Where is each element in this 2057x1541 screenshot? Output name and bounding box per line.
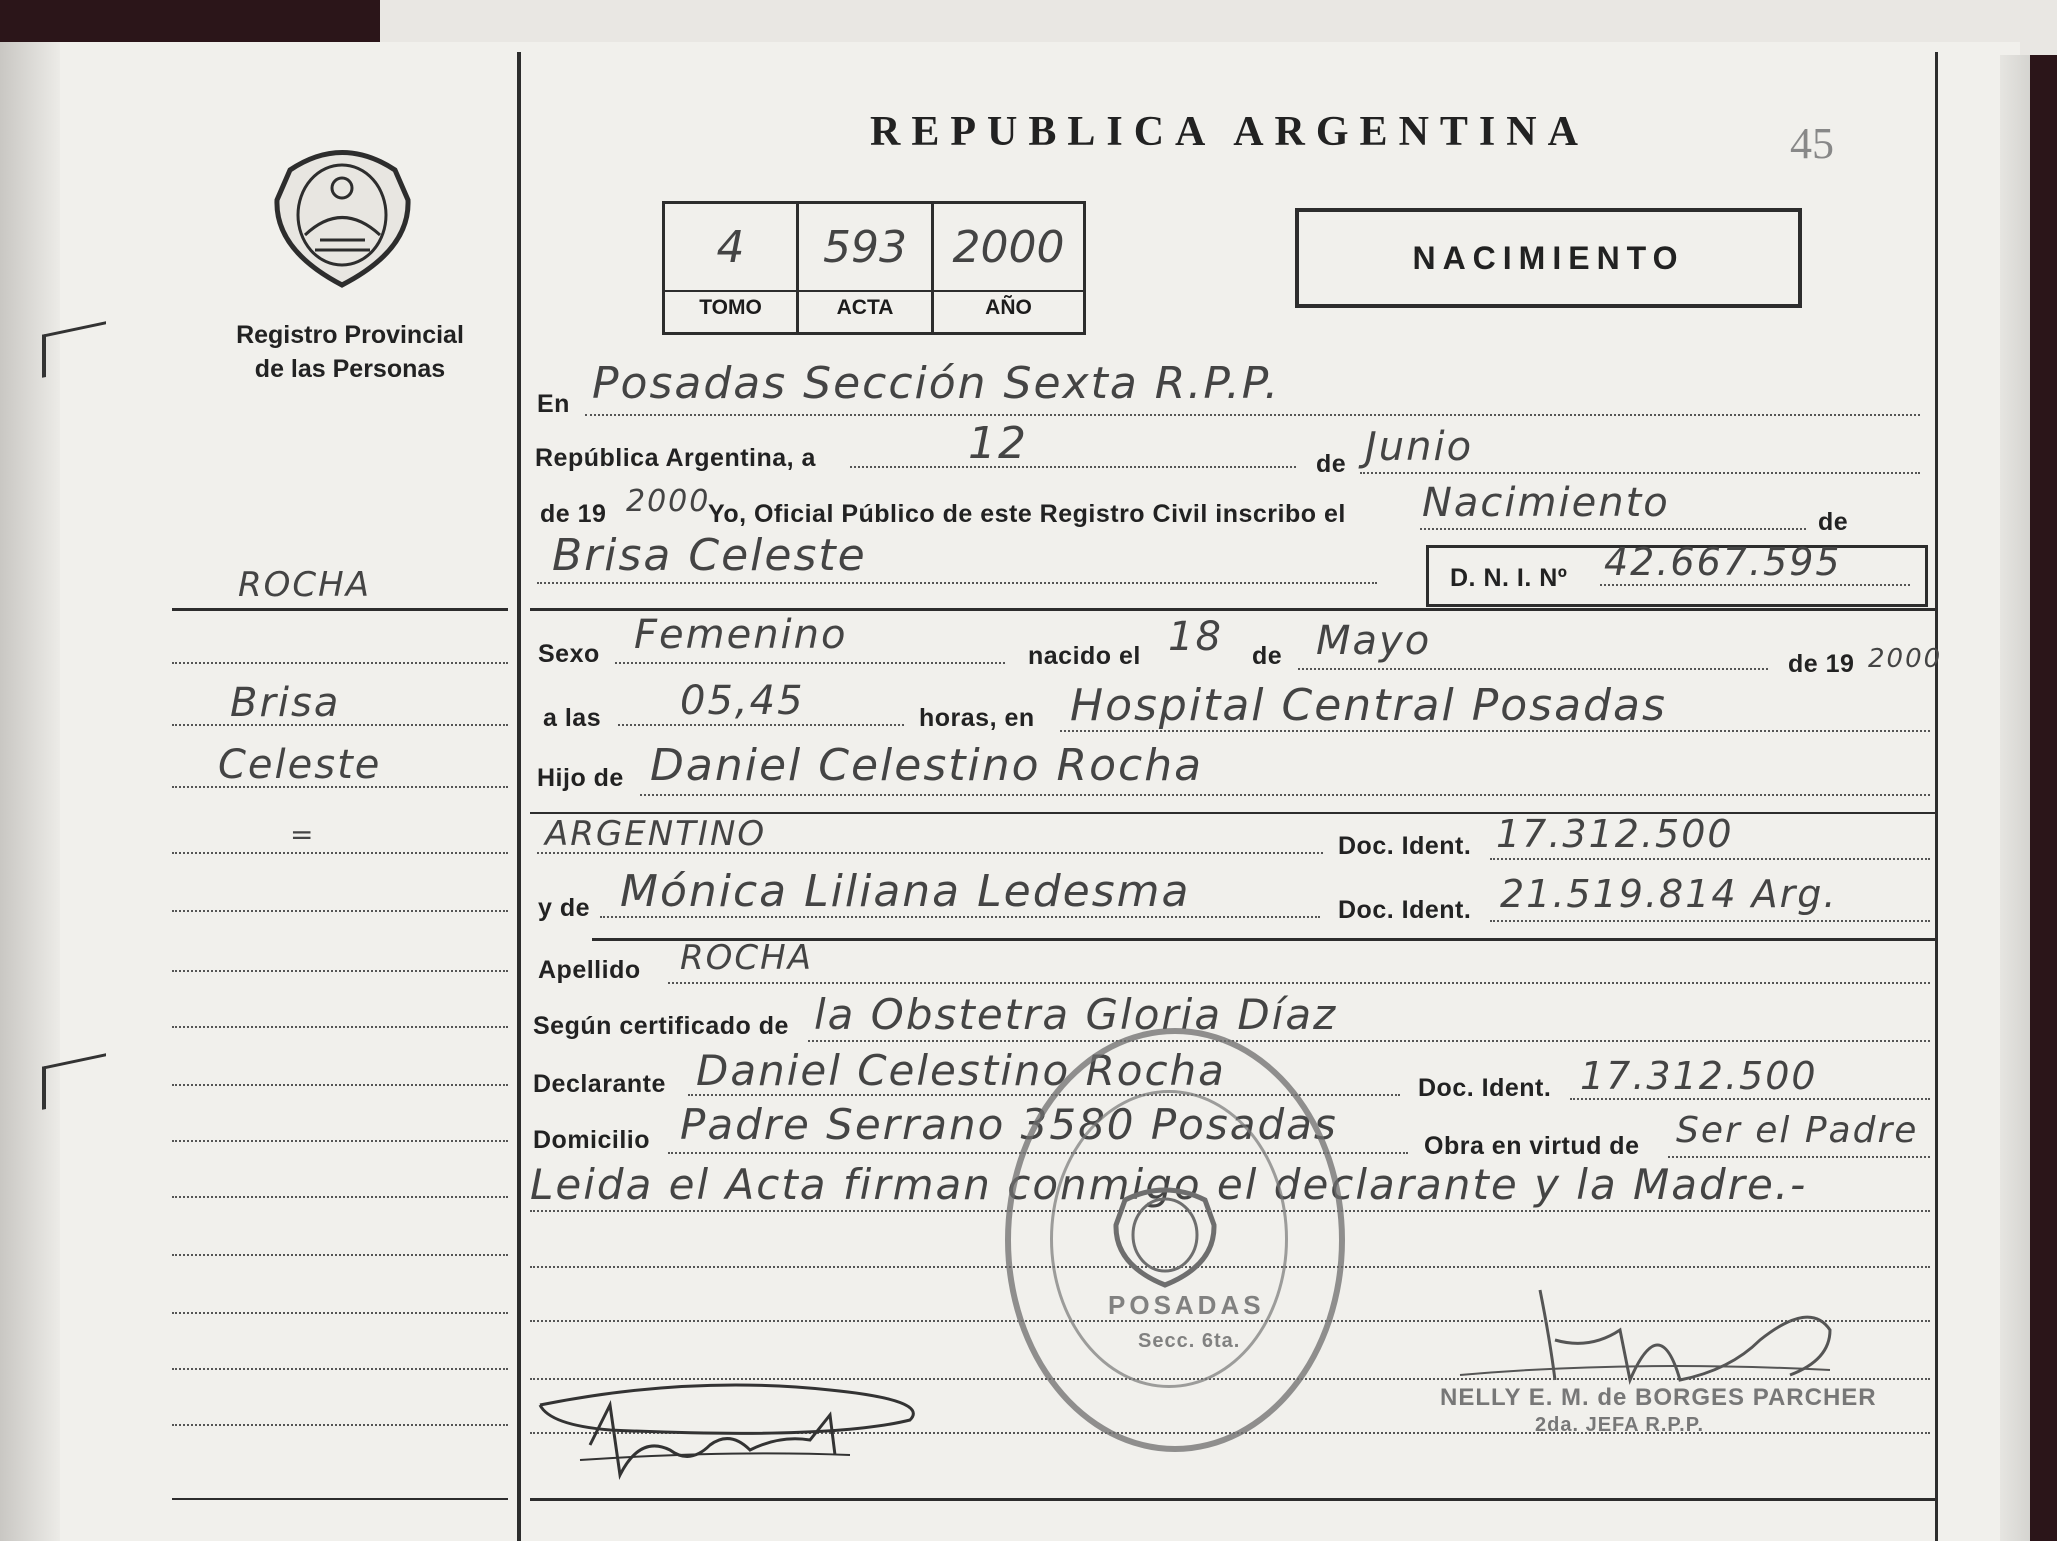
- ano-caption: AÑO: [985, 296, 1032, 319]
- dni-label: D. N. I. Nº: [1450, 564, 1568, 592]
- margin-line: [172, 724, 508, 726]
- domicilio-label: Domicilio: [533, 1126, 651, 1154]
- margin-line: [172, 970, 508, 972]
- registry-label: [205, 318, 495, 386]
- section-separator: [530, 608, 1935, 611]
- page-edge: [2000, 55, 2030, 1541]
- de-label-2: de: [1818, 508, 1849, 536]
- a-las-label: a las: [543, 704, 602, 732]
- margin-line: [172, 786, 508, 788]
- margin-surname: ROCHA: [238, 565, 371, 605]
- apellido-label: Apellido: [538, 956, 641, 984]
- province-emblem-icon: [270, 140, 415, 290]
- birth-year: 2000: [1868, 644, 1943, 674]
- birth-time: 05,45: [680, 678, 805, 724]
- seal-section: Secc. 6ta.: [1138, 1330, 1241, 1352]
- republica-label: República Argentina, a: [535, 444, 816, 472]
- margin-line: [172, 1140, 508, 1142]
- obra-label: Obra en virtud de: [1424, 1132, 1640, 1160]
- margin-given-name-2: Celeste: [218, 742, 382, 788]
- father-name: Daniel Celestino Rocha: [650, 740, 1204, 791]
- father-doc: 17.312.500: [1496, 812, 1734, 856]
- margin-bottom-line: [172, 1498, 508, 1500]
- tomo-caption: TOMO: [699, 296, 762, 319]
- en-value: Posadas Sección Sexta R.P.P.: [592, 358, 1281, 409]
- month-value: Junio: [1365, 424, 1474, 470]
- mother-doc: 21.519.814 Arg.: [1500, 872, 1838, 916]
- ano-value: 2000: [952, 222, 1065, 273]
- doc-ident-label-3: Doc. Ident.: [1418, 1074, 1552, 1102]
- margin-line: [172, 852, 508, 854]
- father-nationality: ARGENTINO: [545, 814, 767, 854]
- de-year-label: de 19: [1788, 650, 1855, 678]
- frame-divider: [517, 52, 521, 1541]
- de-label: de: [1316, 450, 1347, 478]
- apellido-value: ROCHA: [680, 938, 813, 978]
- margin-line: [172, 1424, 508, 1426]
- day-value: 12: [968, 418, 1028, 469]
- declarante-label: Declarante: [533, 1070, 666, 1098]
- sexo-label: Sexo: [538, 640, 600, 668]
- margin-line: [172, 1368, 508, 1370]
- margin-line: [172, 662, 508, 664]
- year-value: 2000: [626, 484, 711, 519]
- closing-note: Leida el Acta firman conmigo el declarante y la Madre.-: [530, 1160, 1808, 1209]
- folio-number: 45: [1790, 119, 1834, 168]
- year-prefix: de 19: [540, 500, 607, 528]
- doc-ident-label-2: Doc. Ident.: [1338, 896, 1472, 924]
- nacido-label: nacido el: [1028, 642, 1141, 670]
- margin-line: [172, 1026, 508, 1028]
- mother-name: Mónica Liliana Ledesma: [620, 866, 1191, 917]
- margin-separator: [172, 608, 508, 611]
- bottom-line: [530, 1498, 1935, 1501]
- margin-line: [172, 1084, 508, 1086]
- sexo-value: Femenino: [634, 612, 848, 658]
- declarant-signature: [530, 1345, 950, 1495]
- hijo-label: Hijo de: [537, 764, 624, 792]
- oficial-label: Yo, Oficial Público de este Registro Civil inscribo el: [708, 500, 1346, 528]
- registry-label-line2: de las Personas: [254, 355, 446, 383]
- official-name: NELLY E. M. de BORGES PARCHER: [1440, 1384, 1877, 1411]
- acta-caption: ACTA: [836, 296, 894, 319]
- de-label-3: de: [1252, 642, 1283, 670]
- margin-given-name-1: Brisa: [230, 680, 341, 726]
- birth-month: Mayo: [1316, 618, 1432, 664]
- en-label: En: [537, 390, 570, 418]
- margin-ditto: =: [290, 818, 316, 851]
- acta-value: 593: [823, 222, 907, 273]
- margin-line: [172, 1254, 508, 1256]
- seal-emblem-icon: [1110, 1180, 1220, 1290]
- declarante-doc: 17.312.500: [1580, 1054, 1818, 1098]
- acta-cell: [799, 204, 934, 332]
- tomo-cell: [665, 204, 799, 332]
- name-value: Brisa Celeste: [552, 530, 867, 581]
- frame-right: [1935, 52, 1938, 1541]
- domicilio-value: Padre Serrano 3580 Posadas: [680, 1100, 1338, 1149]
- margin-line: [172, 910, 508, 912]
- record-type-box: NACIMIENTO: [1295, 208, 1802, 308]
- tomo-value: 4: [716, 222, 745, 273]
- record-value: Nacimiento: [1422, 480, 1670, 526]
- obra-value: Ser el Padre: [1676, 1110, 1919, 1151]
- dni-value: 42.667.595: [1604, 540, 1842, 584]
- binding-gutter: [0, 42, 60, 1541]
- official-title: 2da. JEFA R.P.P.: [1535, 1414, 1705, 1436]
- birth-place: Hospital Central Posadas: [1070, 680, 1667, 731]
- page-title: REPUBLICA ARGENTINA: [870, 109, 1589, 155]
- seal-city: POSADAS: [1108, 1290, 1265, 1320]
- certificado-value: la Obstetra Gloria Díaz: [814, 990, 1338, 1039]
- horas-label: horas, en: [919, 704, 1035, 732]
- doc-ident-label: Doc. Ident.: [1338, 832, 1472, 860]
- registry-label-line1: Registro Provincial: [236, 321, 464, 349]
- certificado-label: Según certificado de: [533, 1012, 789, 1040]
- margin-line: [172, 1312, 508, 1314]
- margin-line: [172, 1196, 508, 1198]
- birth-day: 18: [1168, 614, 1223, 660]
- tomo-acta-box: [662, 201, 1086, 335]
- ano-cell: [934, 204, 1083, 332]
- y-de-label: y de: [538, 894, 591, 922]
- declarante-value: Daniel Celestino Rocha: [696, 1046, 1226, 1095]
